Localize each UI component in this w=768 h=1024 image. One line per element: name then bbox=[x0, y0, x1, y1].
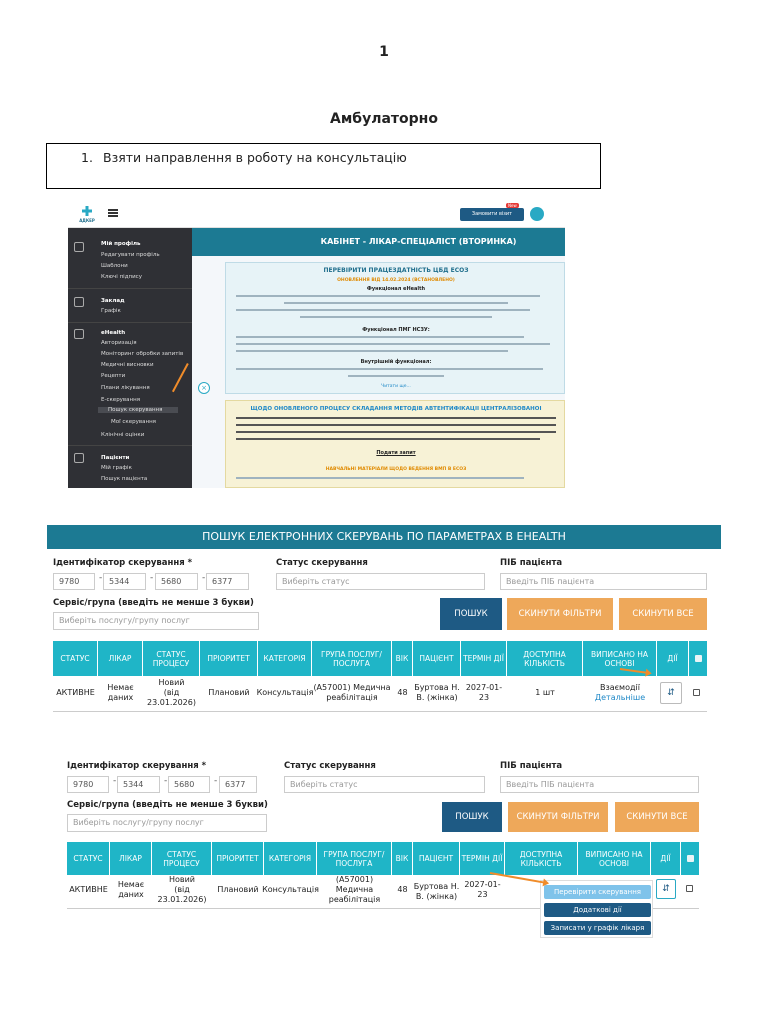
referral-id-label: Ідентифікатор скерування * bbox=[67, 761, 207, 771]
panel-text bbox=[236, 477, 556, 484]
col-select-all[interactable] bbox=[689, 641, 707, 676]
table-header bbox=[53, 641, 707, 676]
cell-process bbox=[143, 676, 200, 710]
col-actions[interactable]: ДІЇ bbox=[651, 842, 681, 875]
panel-text bbox=[236, 295, 556, 323]
referral-id-part-3[interactable]: 5680 bbox=[155, 573, 198, 590]
request-link[interactable]: Подати запит bbox=[376, 450, 416, 456]
search-header: ПОШУК ЕЛЕКТРОННИХ СКЕРУВАНЬ ПО ПАРАМЕТРАХ В EHEALTH bbox=[47, 525, 721, 549]
sidebar-item-find-patient[interactable]: Пошук пацієнта bbox=[101, 476, 148, 482]
cabinet-title: КАБІНЕТ - ЛІКАР-СПЕЦІАЛІСТ (ВТОРИНКА) bbox=[192, 228, 565, 256]
separator: - bbox=[214, 776, 218, 786]
col-select-all[interactable] bbox=[681, 842, 699, 875]
col-qty[interactable]: ДОСТУПНА КІЛЬКІСТЬ bbox=[507, 641, 583, 676]
row-checkbox[interactable] bbox=[686, 885, 693, 892]
cell-term: 2027-01-23 bbox=[464, 880, 501, 899]
logo[interactable] bbox=[74, 204, 100, 226]
panel-subtitle: ОНОВЛЕННЯ ВІД 14.02.2024 (ВСТАНОВЛЕНО) bbox=[337, 278, 455, 283]
schedule-option[interactable]: Записати у графік лікаря bbox=[544, 921, 651, 935]
cell-process bbox=[152, 875, 212, 905]
medical-cross-icon bbox=[82, 206, 92, 216]
table-row bbox=[53, 676, 707, 712]
panel-title: ПЕРЕВІРИТИ ПРАЦЕЗДАТНІСТЬ ЦБД ЕСОЗ bbox=[323, 267, 469, 274]
referral-id-part-4[interactable]: 6377 bbox=[219, 776, 257, 793]
search-button[interactable]: ПОШУК bbox=[440, 598, 502, 630]
col-term[interactable]: ТЕРМІН ДІЇ bbox=[461, 641, 507, 676]
divider bbox=[68, 288, 192, 289]
cell-service: (А57001) Медична реабілітація bbox=[313, 683, 391, 702]
cell-priority: Плановий bbox=[208, 688, 250, 697]
step-box bbox=[46, 143, 601, 189]
referral-id-part-1[interactable]: 9780 bbox=[67, 776, 109, 793]
actions-menu-button[interactable] bbox=[656, 879, 676, 899]
actions-menu-button[interactable] bbox=[660, 682, 682, 704]
patient-input[interactable]: Введіть ПІБ пацієнта bbox=[500, 776, 699, 793]
patient-input[interactable]: Введіть ПІБ пацієнта bbox=[500, 573, 707, 590]
status-label: Статус скерування bbox=[284, 761, 376, 771]
sidebar-item-my-schedule[interactable]: Мій графік bbox=[101, 465, 132, 471]
reset-all-button[interactable]: СКИНУТИ ВСЕ bbox=[615, 802, 699, 832]
new-badge: New bbox=[508, 203, 517, 208]
info-panel-auth bbox=[225, 400, 565, 488]
search-button[interactable]: ПОШУК bbox=[442, 802, 502, 832]
referral-id-part-3[interactable]: 5680 bbox=[168, 776, 210, 793]
sidebar-item-schedule[interactable]: Графік bbox=[101, 308, 121, 314]
col-based-on[interactable]: ВИПИСАНО НА ОСНОВІ bbox=[578, 842, 651, 875]
select-all-checkbox[interactable] bbox=[695, 655, 702, 662]
service-input[interactable]: Виберіть послугу/групу послуг bbox=[67, 814, 267, 832]
sidebar-item-keys[interactable]: Ключі підпису bbox=[101, 274, 142, 280]
sidebar-item-referrals[interactable]: Е-скерування bbox=[101, 397, 141, 403]
col-actions[interactable]: ДІЇ bbox=[657, 641, 689, 676]
service-label: Сервіс/група (введіть не менше 3 букви) bbox=[53, 598, 254, 608]
col-status[interactable]: СТАТУС bbox=[53, 641, 98, 676]
referral-id-part-2[interactable]: 5344 bbox=[117, 776, 160, 793]
cell-priority: Плановий bbox=[217, 885, 259, 894]
panel-section-title: Функціонал eHealth bbox=[366, 286, 426, 292]
col-category[interactable]: КАТЕГОРІЯ bbox=[264, 842, 317, 875]
user-icon bbox=[74, 242, 84, 252]
document-title: Амбулаторно bbox=[330, 111, 438, 127]
details-link[interactable]: Детальніше bbox=[594, 693, 646, 702]
panel-section-title: Внутрішній функціонал: bbox=[360, 359, 432, 365]
separator: - bbox=[150, 573, 154, 583]
cell-doctor: Немає даних bbox=[107, 683, 134, 702]
logo-text: АДКЕР bbox=[79, 218, 95, 223]
col-patient[interactable]: ПАЦІЄНТ bbox=[413, 641, 461, 676]
order-visit-button[interactable]: Замовити візит bbox=[460, 208, 524, 221]
service-input[interactable]: Виберіть послугу/групу послуг bbox=[53, 612, 259, 630]
portal-screenshot bbox=[68, 200, 565, 488]
panel-text bbox=[236, 417, 556, 445]
shield-icon bbox=[74, 329, 84, 339]
check-referral-option[interactable]: Перевірити скерування bbox=[544, 885, 651, 899]
col-term[interactable]: ТЕРМІН ДІЇ bbox=[460, 842, 505, 875]
sort-icon: ⇵ bbox=[662, 884, 670, 894]
sidebar-item-plans[interactable]: Плани лікування bbox=[101, 385, 150, 391]
menu-icon[interactable] bbox=[108, 209, 118, 217]
cell-category: Консультація bbox=[262, 885, 319, 894]
sidebar-item-prescriptions[interactable]: Рецепти bbox=[101, 373, 126, 379]
cell-patient: Буртова Н. В. (жінка) bbox=[413, 882, 460, 901]
read-more-link[interactable]: Читати ще... bbox=[381, 384, 411, 389]
referral-id-part-1[interactable]: 9780 bbox=[53, 573, 95, 590]
sidebar-item-ehealth[interactable]: eHealth bbox=[101, 330, 126, 336]
col-service[interactable]: ГРУПА ПОСЛУГ/ ПОСЛУГА bbox=[317, 842, 392, 875]
sidebar-item-conclusions[interactable]: Медичні висновки bbox=[101, 362, 154, 368]
status-label: Статус скерування bbox=[276, 558, 368, 568]
separator: - bbox=[164, 776, 168, 786]
col-process-status[interactable]: СТАТУС ПРОЦЕСУ bbox=[143, 641, 200, 676]
col-doctor[interactable]: ЛІКАР bbox=[98, 641, 143, 676]
step-number: 1. bbox=[81, 150, 93, 165]
referral-id-part-2[interactable]: 5344 bbox=[103, 573, 146, 590]
reset-filters-button[interactable]: СКИНУТИ ФІЛЬТРИ bbox=[508, 802, 608, 832]
cell-doctor: Немає даних bbox=[117, 880, 145, 899]
cell-qty: 1 шт bbox=[535, 688, 555, 697]
patients-icon bbox=[74, 453, 84, 463]
col-status[interactable]: СТАТУС bbox=[67, 842, 110, 875]
panel-footer: НАВЧАЛЬНІ МАТЕРІАЛИ ЩОДО ВЕДЕННЯ ВМП В ЕСОЗ bbox=[325, 467, 467, 472]
home-icon bbox=[74, 297, 84, 307]
sidebar-item-auth[interactable]: Авторизація bbox=[101, 340, 137, 346]
col-based-on[interactable]: ВИПИСАНО НА ОСНОВІ bbox=[583, 641, 657, 676]
col-category[interactable]: КАТЕГОРІЯ bbox=[258, 641, 312, 676]
col-patient[interactable]: ПАЦІЄНТ bbox=[413, 842, 460, 875]
sidebar bbox=[68, 228, 192, 488]
cell-based-on bbox=[583, 676, 657, 710]
process-date: (від 23.01.2026) bbox=[157, 885, 207, 904]
panel-title: ЩОДО ОНОВЛЕНОГО ПРОЦЕСУ СКЛАДАННЯ МЕТОДІВ АВТЕНТИФІКАЦІЇ ЦЕНТРАЛІЗОВАНОЇ bbox=[250, 406, 542, 412]
cell-service: (А57001) Медична реабілітація bbox=[328, 875, 381, 904]
process-status: Новий bbox=[168, 875, 196, 884]
select-all-checkbox[interactable] bbox=[687, 855, 694, 862]
reset-all-button[interactable]: СКИНУТИ ВСЕ bbox=[619, 598, 707, 630]
col-priority[interactable]: ПРІОРИТЕТ bbox=[212, 842, 264, 875]
service-label: Сервіс/група (введіть не менше 3 букви) bbox=[67, 800, 268, 810]
col-process-status[interactable]: СТАТУС ПРОЦЕСУ bbox=[152, 842, 212, 875]
referral-id-label: Ідентифікатор скерування * bbox=[53, 558, 193, 568]
separator: - bbox=[99, 573, 103, 583]
divider bbox=[68, 445, 192, 446]
cell-term: 2027-01-23 bbox=[465, 683, 503, 702]
step-text: Взяти направлення в роботу на консультацію bbox=[103, 150, 407, 165]
sidebar-item-my-referrals[interactable]: Мої скерування bbox=[111, 419, 156, 425]
col-doctor[interactable]: ЛІКАР bbox=[110, 842, 152, 875]
row-checkbox[interactable] bbox=[693, 689, 700, 696]
info-panel-ehealth bbox=[225, 262, 565, 394]
sidebar-item-monitoring[interactable]: Моніторинг обробки запитів bbox=[101, 351, 184, 357]
status-select[interactable]: Виберіть статус bbox=[284, 776, 485, 793]
cell-status: АКТИВНЕ bbox=[56, 688, 95, 697]
status-select[interactable]: Виберіть статус bbox=[276, 573, 485, 590]
cell-status: АКТИВНЕ bbox=[69, 885, 108, 894]
process-status: Новий bbox=[158, 678, 185, 687]
based-on-text: Взаємодії bbox=[600, 683, 640, 692]
close-icon[interactable]: × bbox=[198, 382, 210, 394]
col-qty[interactable]: ДОСТУПНА КІЛЬКІСТЬ bbox=[505, 842, 578, 875]
sidebar-item-patients[interactable]: Пацієнти bbox=[101, 455, 130, 461]
page-number: 1 bbox=[379, 44, 389, 60]
patient-label: ПІБ пацієнта bbox=[500, 761, 563, 771]
cell-age: 48 bbox=[397, 688, 408, 697]
process-date: (від 23.01.2026) bbox=[147, 688, 196, 707]
cell-age: 48 bbox=[397, 885, 408, 894]
portal-topbar bbox=[68, 200, 565, 228]
cell-category: Консультація bbox=[256, 688, 314, 697]
chat-icon[interactable] bbox=[530, 207, 544, 221]
table-header bbox=[67, 842, 699, 875]
referral-id-part-4[interactable]: 6377 bbox=[206, 573, 249, 590]
sort-icon: ⇵ bbox=[667, 688, 675, 698]
panel-text bbox=[236, 336, 556, 357]
col-priority[interactable]: ПРІОРИТЕТ bbox=[200, 641, 258, 676]
sidebar-item-search-referral[interactable]: Пошук скерування bbox=[98, 407, 178, 413]
reset-filters-button[interactable]: СКИНУТИ ФІЛЬТРИ bbox=[507, 598, 613, 630]
sidebar-item-clinical[interactable]: Клінічні оцінки bbox=[101, 432, 145, 438]
separator: - bbox=[113, 776, 117, 786]
patient-label: ПІБ пацієнта bbox=[500, 558, 563, 568]
cell-patient: Буртова Н. В. (жінка) bbox=[414, 683, 460, 702]
panel-text bbox=[236, 368, 556, 382]
col-service[interactable]: ГРУПА ПОСЛУГ/ ПОСЛУГА bbox=[312, 641, 392, 676]
additional-actions-option[interactable]: Додаткові дії bbox=[544, 903, 651, 917]
sidebar-item-templates[interactable]: Шаблони bbox=[101, 263, 128, 269]
col-age[interactable]: ВІК bbox=[392, 641, 413, 676]
sidebar-item-edit-profile[interactable]: Редагувати профіль bbox=[101, 252, 160, 258]
sidebar-item-facility[interactable]: Заклад bbox=[101, 298, 125, 304]
separator: - bbox=[202, 573, 206, 583]
actions-dropdown bbox=[540, 880, 653, 938]
panel-section-title: Функціонал ПМГ НСЗУ: bbox=[362, 327, 430, 333]
divider bbox=[68, 322, 192, 323]
sidebar-item-profile[interactable]: Мій профіль bbox=[101, 241, 141, 247]
col-age[interactable]: ВІК bbox=[392, 842, 413, 875]
